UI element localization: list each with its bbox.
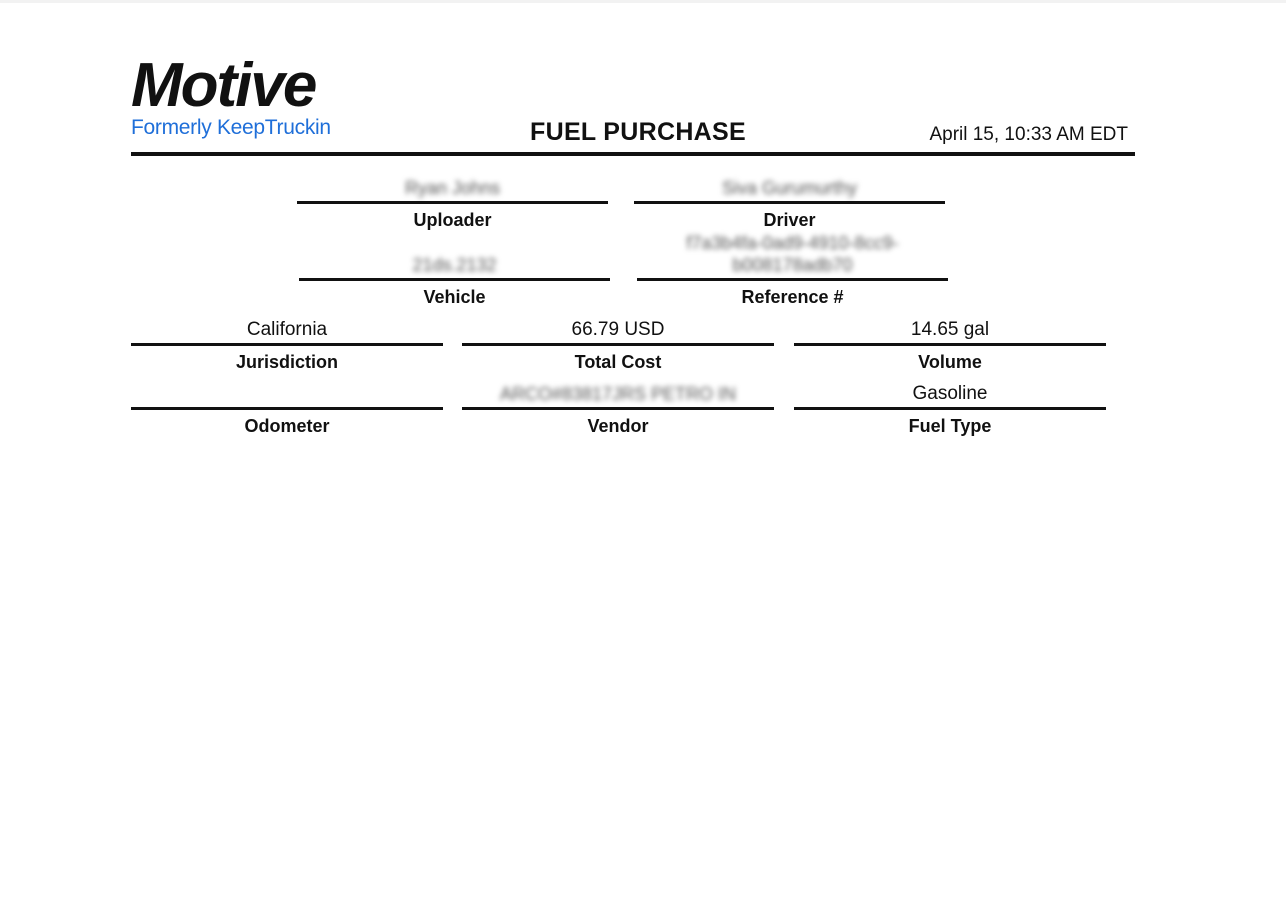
volume-underline: [794, 343, 1106, 346]
odometer-field: [131, 375, 443, 437]
reference-underline: [637, 278, 948, 281]
driver-field: [634, 169, 945, 231]
jurisdiction-label: Jurisdiction: [235, 352, 338, 372]
jurisdiction-underline: [131, 343, 443, 346]
reference-label: Reference #: [741, 287, 844, 307]
total-cost-field: [462, 311, 774, 373]
vehicle-underline: [299, 278, 610, 281]
reference-field: [637, 233, 948, 308]
fuel-type-value: Gasoline: [912, 383, 988, 404]
vehicle-field: [299, 246, 610, 308]
logo-tagline: Formerly KeepTruckin: [131, 116, 331, 139]
vendor-label: Vendor: [587, 416, 649, 436]
fuel-type-field: [794, 375, 1106, 437]
driver-underline: [634, 201, 945, 204]
uploader-field: [297, 169, 608, 231]
uploader-underline: [297, 201, 608, 204]
odometer-label: Odometer: [244, 416, 330, 436]
fuel-type-underline: [794, 407, 1106, 410]
logo-wordmark: Motive: [131, 51, 316, 120]
uploader-value: Ryan Johns: [404, 178, 501, 198]
document-title: FUEL PURCHASE: [530, 118, 746, 146]
vehicle-label: Vehicle: [423, 287, 486, 307]
driver-label: Driver: [763, 210, 816, 230]
total-cost-label: Total Cost: [574, 352, 662, 372]
volume-label: Volume: [918, 352, 982, 372]
uploader-label: Uploader: [413, 210, 492, 230]
volume-field: [794, 311, 1106, 373]
total-cost-value: 66.79 USD: [571, 319, 665, 340]
motive-logo: [131, 51, 371, 140]
jurisdiction-field: [131, 311, 443, 373]
total-cost-underline: [462, 343, 774, 346]
header-divider: [131, 152, 1135, 156]
driver-value: Siva Gurumurthy: [721, 178, 858, 198]
page-top-edge: [0, 0, 1286, 3]
vendor-value: ARCO#83817JRS PETRO IN: [499, 384, 737, 404]
document-timestamp: April 15, 10:33 AM EDT: [929, 124, 1128, 145]
vendor-underline: [462, 407, 774, 410]
vehicle-value: 21ds.2132: [412, 255, 497, 275]
reference-value: f7a3b4fa-0ad9-4910-8cc9- b008178adb70: [686, 233, 899, 275]
volume-value: 14.65 gal: [910, 319, 990, 340]
vendor-field: [462, 375, 774, 437]
odometer-underline: [131, 407, 443, 410]
jurisdiction-value: California: [246, 319, 328, 340]
fuel-type-label: Fuel Type: [908, 416, 992, 436]
